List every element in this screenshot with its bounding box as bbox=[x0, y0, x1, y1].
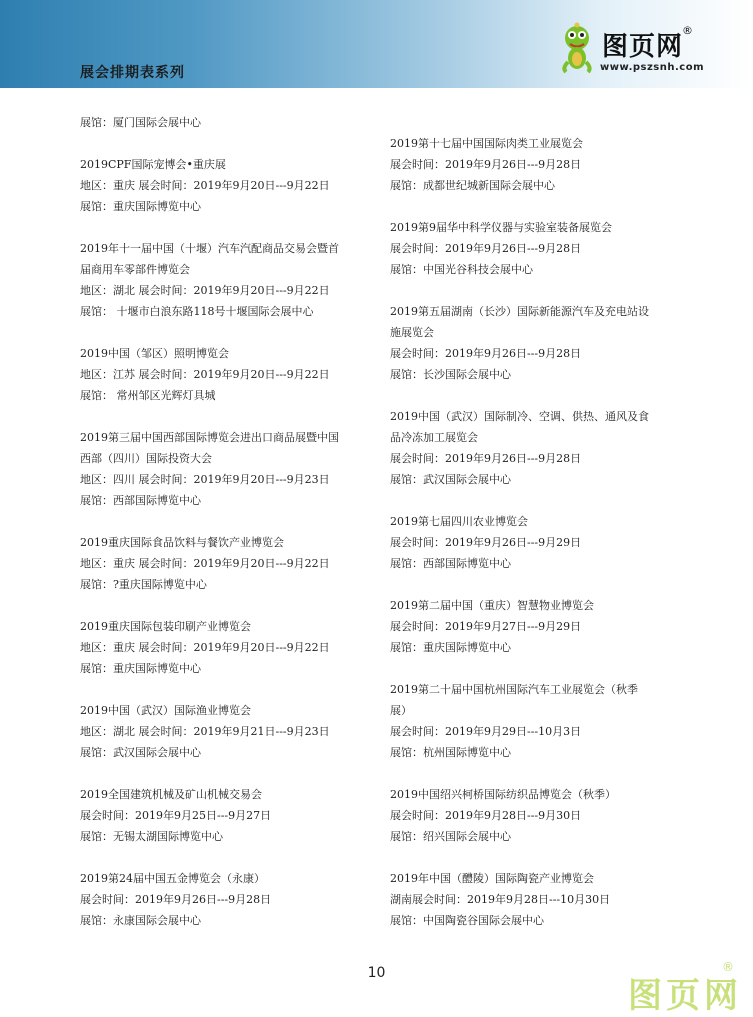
watermark-registered-mark: ® bbox=[722, 960, 734, 974]
entry-line: 地区：重庆 展会时间：2019年9月20日---9月22日 bbox=[80, 557, 330, 570]
exhibition-entry bbox=[390, 784, 680, 847]
exhibition-entry bbox=[80, 238, 375, 322]
exhibition-entry bbox=[390, 133, 680, 196]
entry-line: 展会时间：2019年9月26日---9月28日 bbox=[390, 242, 582, 255]
entry-title: 2019中国绍兴柯桥国际纺织品博览会（秋季） bbox=[390, 788, 616, 801]
exhibition-entry bbox=[80, 700, 375, 763]
exhibition-entry bbox=[390, 511, 680, 574]
entry-line: 展馆：重庆国际博览中心 bbox=[80, 200, 201, 213]
entry-title: 2019第五届湖南（长沙）国际新能源汽车及充电站设 bbox=[390, 305, 649, 318]
exhibition-entry bbox=[80, 343, 375, 406]
entry-title: 2019年十一届中国（十堰）汽车汽配商品交易会暨首 bbox=[80, 242, 339, 255]
page-number: 10 bbox=[367, 965, 386, 981]
watermark bbox=[628, 960, 748, 1016]
entry-line: 展） bbox=[390, 704, 412, 717]
entry-line: 展馆：西部国际博览中心 bbox=[80, 494, 201, 507]
exhibition-entry bbox=[390, 301, 680, 385]
registered-mark: ® bbox=[682, 24, 693, 37]
green-mascot-icon bbox=[560, 22, 594, 76]
entry-line: 展馆：武汉国际会展中心 bbox=[80, 746, 201, 759]
left-column bbox=[80, 112, 375, 952]
site-logo[interactable] bbox=[560, 22, 710, 78]
entry-title: 展馆：厦门国际会展中心 bbox=[80, 116, 201, 129]
entry-title: 2019第二十届中国杭州国际汽车工业展览会（秋季 bbox=[390, 683, 638, 696]
series-title: 展会排期表系列 bbox=[80, 65, 185, 81]
entry-title: 2019全国建筑机械及矿山机械交易会 bbox=[80, 788, 262, 801]
entry-title: 2019中国（武汉）国际制冷、空调、供热、通风及食 bbox=[390, 410, 649, 423]
entry-title: 2019第二届中国（重庆）智慧物业博览会 bbox=[390, 599, 594, 612]
entry-line: 展会时间：2019年9月29日---10月3日 bbox=[390, 725, 582, 738]
entry-title: 2019CPF国际宠博会•重庆展 bbox=[80, 158, 226, 171]
entry-line: 展会时间：2019年9月26日---9月28日 bbox=[390, 158, 582, 171]
exhibition-entry bbox=[80, 532, 375, 595]
entry-title: 2019重庆国际包装印刷产业博览会 bbox=[80, 620, 251, 633]
exhibition-entry bbox=[80, 112, 375, 133]
exhibition-entry bbox=[80, 154, 375, 217]
entry-title: 2019中国（武汉）国际渔业博览会 bbox=[80, 704, 251, 717]
entry-title: 2019第24届中国五金博览会（永康） bbox=[80, 872, 265, 885]
entry-line: 地区：湖北 展会时间：2019年9月20日---9月22日 bbox=[80, 284, 330, 297]
entry-line: 地区：江苏 展会时间：2019年9月20日---9月22日 bbox=[80, 368, 330, 381]
entry-line: 地区：四川 展会时间：2019年9月20日---9月23日 bbox=[80, 473, 330, 486]
entry-line: 展馆： 常州邹区光辉灯具城 bbox=[80, 389, 216, 402]
entry-line: 品冷冻加工展览会 bbox=[390, 431, 478, 444]
entry-line: 展会时间：2019年9月26日---9月29日 bbox=[390, 536, 582, 549]
exhibition-entry bbox=[80, 616, 375, 679]
entry-title: 2019重庆国际食品饮料与餐饮产业博览会 bbox=[80, 536, 284, 549]
entry-line: 地区：重庆 展会时间：2019年9月20日---9月22日 bbox=[80, 641, 330, 654]
exhibition-entry bbox=[390, 868, 680, 931]
entry-title: 2019第三届中国西部国际博览会进出口商品展暨中国 bbox=[80, 431, 339, 444]
entry-line: 展会时间：2019年9月27日---9月29日 bbox=[390, 620, 582, 633]
logo-url[interactable]: www.pszsnh.com bbox=[600, 62, 705, 73]
entry-line: 展馆：重庆国际博览中心 bbox=[80, 662, 201, 675]
entry-line: 展馆：成都世纪城新国际会展中心 bbox=[390, 179, 555, 192]
entry-line: 地区：重庆 展会时间：2019年9月20日---9月22日 bbox=[80, 179, 330, 192]
entry-line: 展馆：西部国际博览中心 bbox=[390, 557, 511, 570]
exhibition-entry bbox=[390, 217, 680, 280]
logo-text: 图页网 bbox=[602, 32, 684, 62]
entry-line: 展会时间：2019年9月28日---9月30日 bbox=[390, 809, 582, 822]
entry-line: 展馆：重庆国际博览中心 bbox=[390, 641, 511, 654]
entry-title: 2019第9届华中科学仪器与实验室装备展览会 bbox=[390, 221, 612, 234]
exhibition-entry bbox=[390, 595, 680, 658]
entry-line: 湖南展会时间：2019年9月28日---10月30日 bbox=[390, 893, 611, 906]
entry-line: 施展览会 bbox=[390, 326, 434, 339]
entry-line: 展会时间：2019年9月26日---9月28日 bbox=[80, 893, 272, 906]
entry-line: 展馆： 十堰市白浪东路118号十堰国际会展中心 bbox=[80, 305, 314, 318]
entry-line: 展馆：长沙国际会展中心 bbox=[390, 368, 511, 381]
entry-line: 展会时间：2019年9月26日---9月28日 bbox=[390, 347, 582, 360]
entry-line: 西部（四川）国际投资大会 bbox=[80, 452, 212, 465]
entry-line: 届商用车零部件博览会 bbox=[80, 263, 190, 276]
watermark-text: 图页网 bbox=[628, 976, 742, 1016]
entry-line: 展会时间：2019年9月25日---9月27日 bbox=[80, 809, 272, 822]
exhibition-entry bbox=[80, 784, 375, 847]
entry-line: 展馆：杭州国际博览中心 bbox=[390, 746, 511, 759]
entry-line: 展馆：?重庆国际博览中心 bbox=[80, 578, 207, 591]
entry-title: 2019第七届四川农业博览会 bbox=[390, 515, 528, 528]
exhibition-entry bbox=[80, 427, 375, 511]
entry-line: 展馆：中国光谷科技会展中心 bbox=[390, 263, 533, 276]
exhibition-entry bbox=[390, 406, 680, 490]
entry-line: 展馆：无锡太湖国际博览中心 bbox=[80, 830, 223, 843]
right-column bbox=[390, 133, 680, 952]
entry-line: 地区：湖北 展会时间：2019年9月21日---9月23日 bbox=[80, 725, 330, 738]
header-banner bbox=[0, 0, 753, 88]
entry-title: 2019第十七届中国国际肉类工业展览会 bbox=[390, 137, 583, 150]
entry-line: 展会时间：2019年9月26日---9月28日 bbox=[390, 452, 582, 465]
entry-line: 展馆：武汉国际会展中心 bbox=[390, 473, 511, 486]
entry-title: 2019年中国（醴陵）国际陶瓷产业博览会 bbox=[390, 872, 594, 885]
entry-line: 展馆：绍兴国际会展中心 bbox=[390, 830, 511, 843]
exhibition-entry bbox=[80, 868, 375, 931]
entry-title: 2019中国（邹区）照明博览会 bbox=[80, 347, 229, 360]
exhibition-entry bbox=[390, 679, 680, 763]
entry-line: 展馆：永康国际会展中心 bbox=[80, 914, 201, 927]
entry-line: 展馆：中国陶瓷谷国际会展中心 bbox=[390, 914, 544, 927]
